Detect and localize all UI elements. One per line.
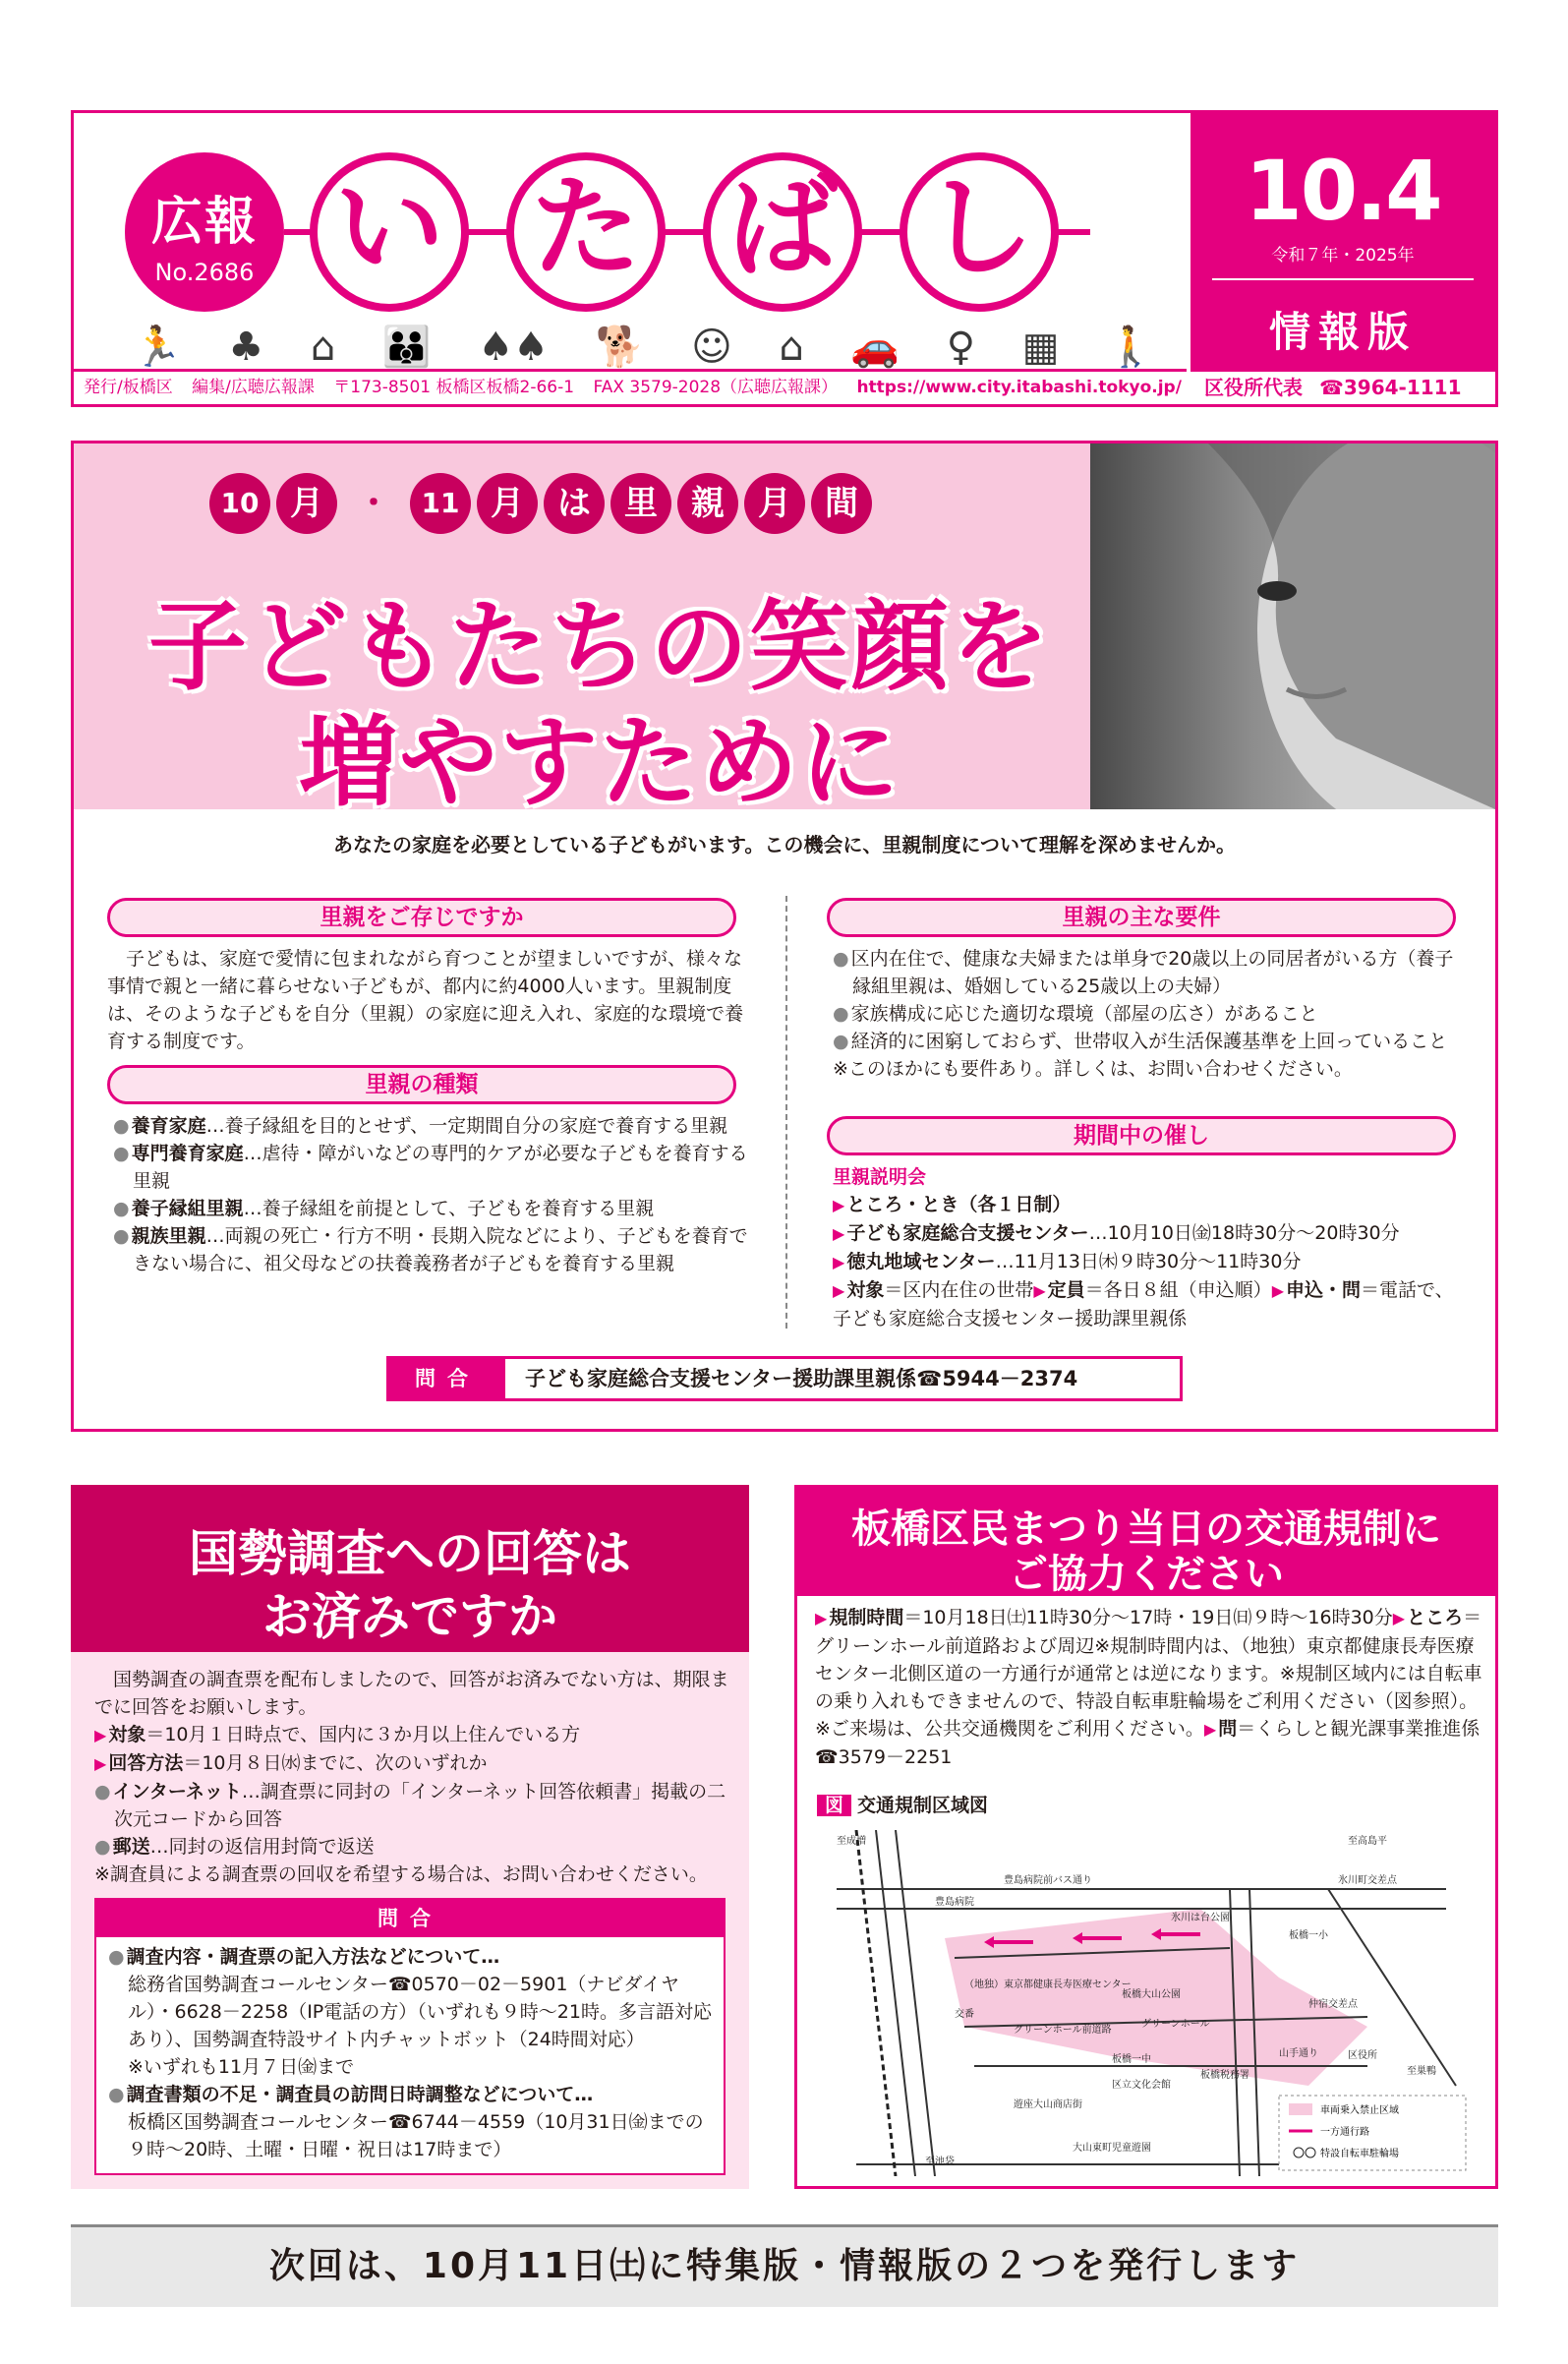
tag-char: 親 <box>677 473 738 534</box>
census-q1-title: ● 調査内容・調査票の記入方法などについて… <box>108 1943 718 1971</box>
list-item: ● 専門養育家庭…虐待・障がいなどの専門的ケアが必要な子どもを養育する里親 <box>113 1140 762 1195</box>
event-place-label: ▶ ところ・とき（各１日制） <box>833 1191 1472 1219</box>
dog-walk-icon: 🐕 <box>595 325 645 370</box>
tag-char: 月 <box>744 473 805 534</box>
legend-restricted: 車両乗入禁止区域 <box>1320 2105 1399 2116</box>
census-note: ※調査員による調査票の回収を希望する場合は、お問い合わせください。 <box>94 1863 708 1885</box>
woman-icon: ♀ <box>946 325 976 370</box>
phone-number: ☎3964-1111 <box>1318 376 1462 399</box>
section-text: 子どもは、家庭で愛情に包まれながら育つことが望ましいですが、様々な事情で親と一緒に暮らせない子どもが、都内に約4000人います。里親制度は、そのような子どもを自分（里親）の家庭に迎え入れ、家庭的な環境で養育する制度です。 <box>107 948 744 1052</box>
issue-number: No.2686 <box>154 259 255 286</box>
fax: FAX 3579-2028（広聴広報課） <box>593 378 839 397</box>
article-contact <box>386 1356 1183 1401</box>
legend-one-way: 一方通行路 <box>1320 2127 1369 2138</box>
label-school-jh: 板橋一中 <box>1112 2054 1151 2065</box>
tag-char: ・ <box>357 484 390 523</box>
website-link[interactable]: https://www.city.itabashi.tokyo.jp/ <box>856 378 1182 397</box>
festival-title-2: ご協力ください <box>1009 1552 1284 1597</box>
census-title-2: お済みですか <box>262 1588 557 1645</box>
masthead-logo-area <box>74 113 1187 404</box>
logo-kouhou: 広報 <box>150 193 258 252</box>
section-title: 里親の主な要件 <box>827 898 1456 937</box>
census-intro: 国勢調査の調査票を配布しましたので、回答がお済みでない方は、期限までに回答をお願いします。 <box>94 1669 729 1718</box>
label-hospital: 豊島病院 <box>935 1897 974 1908</box>
festival-header <box>797 1488 1495 1596</box>
census-article <box>71 1485 749 2189</box>
tag-char: 11 <box>410 473 471 534</box>
list-item: ● 家族構成に応じた適切な環境（部屋の広さ）があること <box>833 1000 1472 1028</box>
next-issue-notice: 次回は、10月11日㈯に特集版・情報版の２つを発行します <box>71 2224 1498 2307</box>
census-contact-text <box>108 1943 718 2163</box>
tag-char: 里 <box>610 473 671 534</box>
edition-label: 情報版 <box>1268 308 1417 356</box>
article-hero <box>74 443 1090 820</box>
child-face-illustration <box>1090 443 1495 809</box>
tag-char: 10 <box>209 473 270 534</box>
requirements-list <box>833 945 1472 1083</box>
masthead <box>71 110 1498 407</box>
column-divider <box>785 896 787 1329</box>
census-contact-box <box>94 1898 726 2175</box>
runner-icon: 🏃 <box>133 325 182 370</box>
label-bunka-kaikan: 区立文化会館 <box>1112 2080 1171 2091</box>
census-text <box>94 1666 733 1888</box>
event-conditions: ▶ 対象＝区内在住の世帯▶ 定員＝各日８組（申込順）▶ 申込・問＝電話で、子ども家庭総合支援センター援助課里親係 <box>833 1276 1472 1332</box>
logo-badge <box>125 152 284 312</box>
label-to-takashimadaira: 至高島平 <box>1348 1836 1387 1847</box>
event-place-2: ▶ 徳丸地域センター…11月13日㈭９時30分～11時30分 <box>833 1248 1472 1276</box>
foster-types-list <box>113 1112 762 1277</box>
masthead-date-panel <box>1191 113 1495 404</box>
list-item: ● 養育家庭…養子縁組を目的とせず、一定期間自分の家庭で養育する里親 <box>113 1112 762 1140</box>
article-intro: あなたの家庭を必要としている子どもがいます。この機会に、里親制度について理解を深めませんか。 <box>333 833 1236 857</box>
tag-char: 月 <box>276 473 337 534</box>
label-medical-center: （地独）東京都健康長寿医療センター <box>964 1980 1132 1990</box>
event-place-1: ▶ 子ども家庭総合支援センター…10月10日㈮18時30分～20時30分 <box>833 1219 1472 1248</box>
label-hikawa-park: 氷川は台公園 <box>1171 1913 1230 1923</box>
list-item: ● 経済的に困窮しておらず、世帯収入が生活保護基準を上回っていること <box>833 1028 1472 1055</box>
census-target: ▶ 対象＝10月１日時点で、国内に３か月以上住んでいる方 <box>94 1721 733 1749</box>
tag-char: は <box>544 473 605 534</box>
house-icon: ⌂ <box>779 325 804 370</box>
label-tax-office: 板橋税務署 <box>1200 2070 1249 2081</box>
house-icon: ⌂ <box>310 325 336 370</box>
festival-article <box>794 1485 1498 2189</box>
festival-title-1: 板橋区民まつり当日の交通規制に <box>851 1507 1441 1552</box>
section-title: 里親の種類 <box>107 1065 736 1104</box>
building-icon: ▦ <box>1021 325 1060 370</box>
railway <box>856 1830 896 2176</box>
phone-label: 区役所代表 <box>1204 376 1303 399</box>
headline-line-1: 子どもたちの笑顔を <box>148 589 1051 704</box>
traffic-map <box>817 1830 1476 2176</box>
label-park: 大山東町児童遊園 <box>1073 2143 1151 2154</box>
divider <box>1212 278 1474 280</box>
main-phone <box>1191 369 1495 404</box>
list-item: ● 親族里親…両親の死亡・行方不明・長期入院などにより、子どもを養育できない場合に、祖父母などの扶養義務者が子どもを養育する里親 <box>113 1222 762 1277</box>
child-photo <box>1090 443 1495 809</box>
label-yuzaka: 遊座大山商店街 <box>1014 2099 1082 2110</box>
census-method: ▶ 回答方法＝10月８日㈬までに、次のいずれか <box>94 1749 733 1778</box>
label-oyama-park: 板橋大山公園 <box>1122 1989 1181 2000</box>
section-title: 里親をご存じですか <box>107 898 736 937</box>
label-to-ikebukuro: 至池袋 <box>925 2157 955 2167</box>
tag-char: 月 <box>477 473 538 534</box>
census-title-1: 国勢調査への回答は <box>189 1525 631 1582</box>
label-ward-office: 区役所 <box>1348 2050 1377 2061</box>
census-q1-note: ※いずれも11月７日㈮まで <box>128 2056 355 2078</box>
census-body <box>71 1652 749 2189</box>
title-char-4: し <box>900 152 1059 312</box>
tag-char: 間 <box>811 473 872 534</box>
issue-era: 令和７年・2025年 <box>1271 246 1415 266</box>
label-koban: 交番 <box>955 2009 974 2020</box>
census-q2-text: 板橋区国勢調査コールセンター☎6744－4559（10月31日㈮までの９時～20時、土曜・日曜・祝日は17時まで） <box>128 2111 704 2160</box>
car-icon: 🚗 <box>850 325 900 370</box>
traffic-map-svg <box>817 1830 1476 2176</box>
list-item: ● 養子縁組里親…養子縁組を前提として、子どもを養育する里親 <box>113 1195 762 1222</box>
title-char-3: ば <box>703 152 862 312</box>
label-school1: 板橋一小 <box>1289 1930 1328 1941</box>
title-char-1: い <box>310 152 469 312</box>
label-nakajuku: 仲宿交差点 <box>1308 1999 1358 2010</box>
walker-icon: 🚶 <box>1106 325 1155 370</box>
publisher: 発行/板橋区 <box>84 378 173 397</box>
trees-icon: ♠♠ <box>478 325 550 370</box>
festival-text: ▶ 規制時間＝10月18日㈯11時30分～17時・19日㈰９時～16時30分▶ ところ＝グリーンホール前道路および周辺※規制時間内は、（地独）東京都健康長寿医療センター北側区道の一方通行が通常とは逆になります。※規制区域内には自転車の乗り入れもできませんので、特設自転車駐輪場をご利用ください（図参照）。※ご来場は、公共交通機関をご利用ください。▶ 問＝くらしと観光課事業推進係☎3579－2251 <box>815 1604 1483 1771</box>
requirements-note: ※このほかにも要件あり。詳しくは、お問い合わせください。 <box>833 1058 1353 1080</box>
label-hospital-bus: 豊島病院前バス通り <box>1004 1875 1092 1886</box>
label-to-sugamo: 至巣鴨 <box>1407 2066 1436 2077</box>
event-name: 里親説明会 <box>833 1166 927 1188</box>
publisher-info <box>74 369 1187 404</box>
census-contact-title: 問合 <box>96 1900 724 1937</box>
editor: 編集/広聴広報課 <box>192 378 315 397</box>
family-icon: 👪 <box>381 325 432 370</box>
map-legend <box>1279 2096 1466 2170</box>
figure-title: 交通規制区域図 <box>857 1795 989 1816</box>
foster-article <box>71 441 1498 1432</box>
label-greenhall: グリーンホール <box>1141 2019 1210 2030</box>
list-item: ● 区内在住で、健康な夫婦または単身で20歳以上の同居者がいる方（養子縁組里親は、婚姻している25歳以上の夫婦） <box>833 945 1472 1000</box>
figure-badge: 図 <box>817 1795 851 1816</box>
contact-text: 子ども家庭総合支援センター援助課里親係☎5944－2374 <box>525 1367 1078 1390</box>
label-to-narimasu: 至成増 <box>837 1836 866 1847</box>
census-mail: ● 郵送…同封の返信用封筒で返送 <box>94 1833 733 1861</box>
figure-caption <box>817 1791 988 1817</box>
contact-label: 問合 <box>389 1359 505 1398</box>
census-q1-text: 総務省国勢調査コールセンター☎0570－02－5901（ナビダイヤル）・6628－2258（IP電話の方）（いずれも９時～21時。多言語対応あり）、国勢調査特設サイト内チャットボット（24時間対応） <box>128 1974 712 2050</box>
census-q2-title: ● 調査書類の不足・調査員の訪問日時調整などについて… <box>108 2081 718 2108</box>
issue-date: 10.4 <box>1245 143 1441 239</box>
section-title: 期間中の催し <box>827 1116 1456 1155</box>
label-greenhall-road: グリーンホール前道路 <box>1014 2025 1112 2036</box>
event-details <box>833 1163 1472 1332</box>
label-yamate: 山手通り <box>1279 2048 1318 2059</box>
title-char-2: た <box>506 152 666 312</box>
baby-icon: ☺ <box>691 325 732 370</box>
census-net: ● インターネット…調査票に同封の「インターネット回答依頼書」掲載の二次元コードから回答 <box>94 1778 733 1833</box>
tree-icon: ♣ <box>228 325 264 370</box>
headline-line-2: 増やすために <box>299 705 900 820</box>
address: 〒173-8501 板橋区板橋2-66-1 <box>333 378 575 397</box>
masthead-icon-row <box>113 318 1175 369</box>
census-header <box>71 1485 749 1652</box>
month-tag <box>209 473 872 534</box>
label-hikawa-crossing: 氷川町交差点 <box>1338 1875 1397 1886</box>
legend-bike-parking: 特設自転車駐輪場 <box>1320 2149 1399 2159</box>
